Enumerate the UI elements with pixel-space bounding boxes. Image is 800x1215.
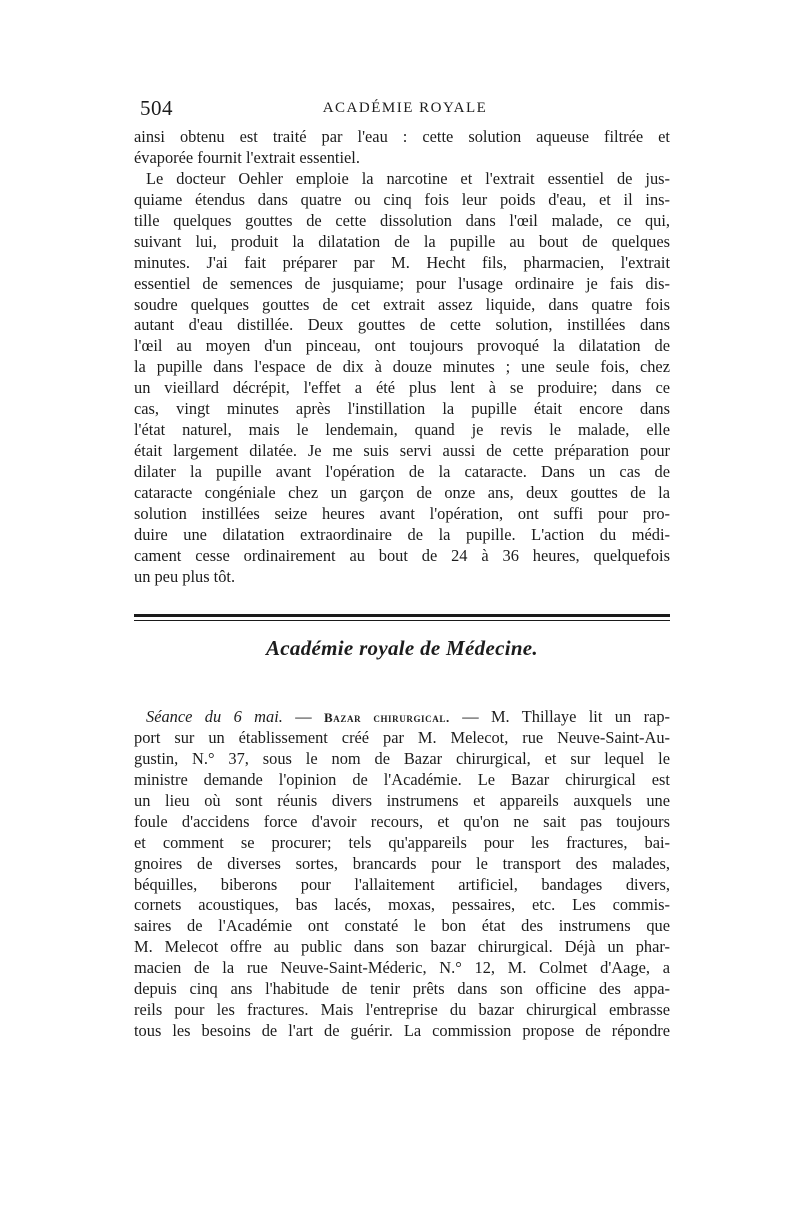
text-line: cament cesse ordinairement au bout de 24 à 36 heures, quelquefois [134,545,670,565]
seance-first-line [134,707,670,728]
text-line: évaporée fournit l'extrait essentiel. [134,147,360,167]
text-line: béquilles, biberons pour l'allaitement artificiel, bandages divers, [134,874,670,894]
text-line: gustin, N.° 37, sous le nom de Bazar chirurgical, et sur lequel le [134,748,670,768]
text-line: port sur un établissement créé par M. Melecot, rue Neuve-Saint-Au- [134,727,670,747]
text-line: foule d'accidens force d'avoir recours, et qu'on ne sait pas toujours [134,811,670,831]
text-line: depuis cinq ans l'habitude de tenir prêts dans son officine des appa- [134,979,670,999]
text-line: ministre demande l'opinion de l'Académie. Le Bazar chirurgical est [134,769,670,789]
text-line: tous les besoins de l'art de guérir. La commission propose de répondre [134,1021,670,1041]
text-line: reils pour les fractures. Mais l'entreprise du bazar chirurgical embrasse [134,1000,670,1020]
dash: — [449,707,491,726]
continuation-paragraphs [134,127,670,588]
text-line: cas, vingt minutes après l'instillation la pupille était encore dans [134,399,670,419]
text-line: était largement dilatée. Je me suis servi aussi de cette préparation pour [134,441,670,461]
text-line: macien de la rue Neuve-Saint-Méderic, N.° 12, M. Colmet d'Aage, a [134,958,670,978]
text-line: l'œil au moyen d'un pinceau, ont toujours provoqué la dilatation de [134,336,670,356]
text-line: l'état naturel, mais le lendemain, quand je revis le malade, elle [134,420,670,440]
text-line: essentiel de semences de jusquiame; pour l'usage ordinaire je fais dis- [134,273,670,293]
seance-paragraph [134,707,670,1042]
text-line: autant d'eau distillée. Deux gouttes de cette solution, instillées dans [134,315,670,335]
text-segment: M. Thillaye lit un rap- [490,707,670,726]
text-line: un vieillard décrépit, l'effet a été plus lent à se produire; dans ce [134,378,670,398]
section-title: Académie royale de Médecine. [266,636,538,660]
section-rule-thin [134,620,670,621]
seance-date: Séance du 6 mai. [146,707,283,726]
running-head: ACADÉMIE ROYALE [322,100,488,116]
text-line: cornets acoustiques, bas lacés, moxas, pessaires, etc. Les commis- [134,895,670,915]
text-line: la pupille dans l'espace de dix à douze minutes ; une seule fois, chez [134,357,670,377]
text-line: dilater la pupille avant l'opération de la cataracte. Dans un cas de [134,462,670,481]
text-line: saires de l'Académie ont constaté le bon état des instrumens que [134,916,670,936]
text-line: solution instillées seize heures avant l'opération, ont suffi pour pro- [134,503,670,523]
seance-topic: Bazar chirurgical. [324,710,450,725]
page-header [140,96,670,122]
text-line: quiame étendus dans quatre ou cinq fois leur poids d'eau, et il ins- [134,189,670,209]
text-line: cataracte congéniale chez un garçon de onze ans, deux gouttes de la [134,482,670,502]
text-line: un peu plus tôt. [134,566,236,586]
text-line: duire une dilatation extraordinaire de la pupille. L'action du médi- [134,524,670,544]
section-rule-thick [134,614,670,617]
text-line: M. Melecot offre au public dans son bazar chirurgical. Déjà un phar- [134,937,670,957]
text-line: et comment se procurer; tels qu'appareils pour les fractures, bai- [134,832,670,852]
text-line: minutes. J'ai fait préparer par M. Hecht fils, pharmacien, l'extrait [134,252,670,272]
text-line: soudre quelques gouttes de cet extrait assez liquide, dans quatre fois [134,294,670,314]
text-line: ainsi obtenu est traité par l'eau : cette solution aqueuse filtrée et [134,127,670,146]
text-line: suivant lui, produit la dilatation de la pupille au bout de quelques [134,231,670,251]
text-line: un lieu où sont réunis divers instrumens et appareils auxquels une [134,790,670,810]
text-line: gnoires de diverses sortes, brancards pour le transport des malades, [134,853,670,873]
page-number: 504 [140,96,173,120]
text-line: tille quelques gouttes de cette dissolution dans l'œil malade, ce qui, [134,210,670,230]
text-line: Le docteur Oehler emploie la narcotine et l'extrait essentiel de jus- [146,168,670,188]
dash: — [282,707,325,726]
